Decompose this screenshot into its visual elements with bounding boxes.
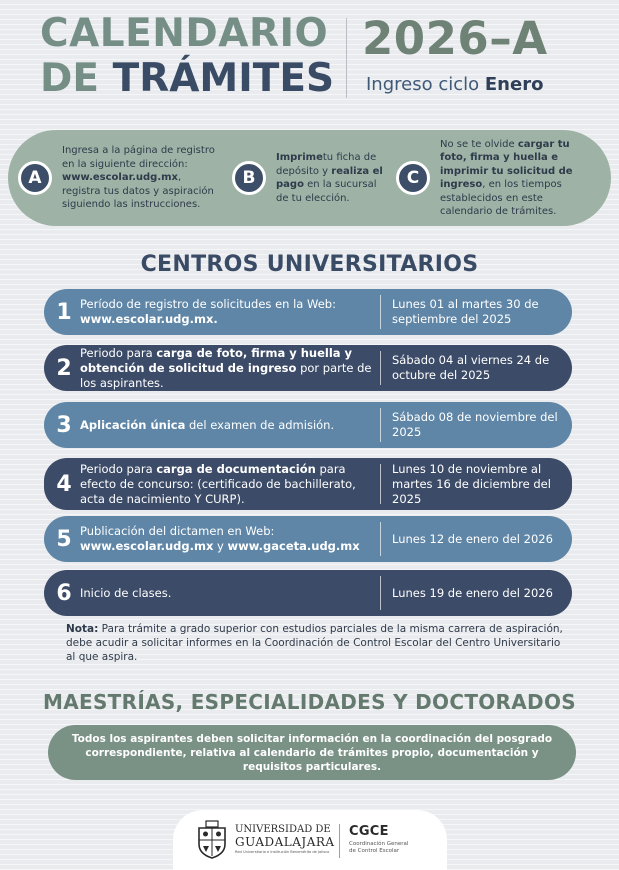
row-date: Lunes 10 de noviembre al martes 16 de diciembre del 2025 (392, 461, 551, 506)
udg-name (235, 824, 335, 848)
cycle-subtitle-text: Ingreso ciclo (366, 74, 485, 95)
footer-logos (173, 810, 447, 870)
row-number: 2 (56, 355, 72, 381)
step-c (396, 130, 606, 226)
row-divider (380, 351, 381, 385)
step-a (18, 130, 223, 226)
row-date: Sábado 04 al viernes 24 de octubre del 2025 (392, 353, 550, 382)
row-divider (380, 295, 381, 329)
schedule-row-4 (44, 458, 572, 510)
bold-text-segment: www.escolar.udg.mx (62, 172, 178, 184)
page-title (40, 12, 340, 102)
step-b (232, 130, 402, 226)
row-description (80, 402, 380, 448)
step-a-text (62, 144, 222, 212)
header-divider (346, 18, 347, 98)
bold-text-segment: cargar tu foto, firma y huella e imprimir tu solicitud de ingreso (440, 138, 573, 190)
text-segment: Periodo para (80, 345, 157, 360)
posgrado-info: Todos los aspirantes deben solicitar información en la coordinación del posgrado correspondiente, relativa al calendario de trámites propio, documentación y requisitos particulares. (48, 725, 576, 780)
cgce-sub-line2: de Control Escolar (349, 848, 400, 854)
title-line2 (40, 56, 340, 102)
text-segment: del examen de admisión. (185, 417, 335, 432)
text-segment: Publicación del dictamen en Web: (80, 524, 275, 538)
row-number: 4 (56, 471, 72, 497)
row-description (80, 345, 380, 391)
step-c-badge: C (396, 161, 430, 195)
note (66, 622, 566, 664)
step-b-badge: B (232, 161, 266, 195)
schedule-row-2 (44, 345, 572, 391)
udg-name-line2: GUADALAJARA (235, 835, 335, 849)
schedule-row-5 (44, 516, 572, 562)
row-description (80, 570, 380, 616)
note-text: Para trámite a grado superior con estudios parciales de la misma carrera de aspiración, debe acudir a solicitar informes en la Coordinación de Control Escolar del Centro Universitario al que aspira. (66, 623, 563, 663)
row-number: 6 (56, 580, 72, 606)
cgce-subtitle (349, 841, 408, 855)
steps-panel (8, 130, 611, 226)
row-divider (380, 522, 381, 556)
row-date: Lunes 01 al martes 30 de septiembre del 2025 (392, 297, 539, 326)
row-description-text (80, 346, 380, 391)
bold-text-segment: carga de documentación (156, 461, 316, 476)
cycle-subtitle-bold: Enero (484, 74, 544, 95)
text-segment: Ingresa a la página de registro en la siguiente dirección: (62, 145, 215, 170)
bold-text-segment: www.escolar.udg.mx (80, 539, 214, 553)
section-title-posgrado: MAESTRÍAS, ESPECIALIDADES Y DOCTORADOS (43, 690, 576, 714)
section-title-centros: CENTROS UNIVERSITARIOS (140, 252, 479, 277)
schedule-row-1 (44, 289, 572, 335)
text-segment: , en los tiempos establecidos en este calendario de trámites. (440, 179, 562, 217)
text-segment: Período de registro de solicitudes en la Web: (80, 297, 336, 311)
text-segment: No se te olvide (440, 138, 518, 150)
row-date: Sábado 08 de noviembre del 2025 (392, 410, 558, 439)
udg-subtitle: Red Universitaria e Institución Benemérita de Jalisco (235, 850, 330, 854)
bold-text-segment: realiza el pago (276, 165, 383, 190)
text-segment: , registra tus datos y aspiración siguiendo las instrucciones. (62, 172, 214, 211)
bold-text-segment: Imprime (276, 152, 323, 163)
text-segment: Inicio de clases. (80, 585, 172, 600)
text-segment: para efecto de concurso: (certificado de bachillerato, acta de nacimiento Y CURP). (80, 461, 356, 506)
bold-text-segment: www.escolar.udg.mx. (80, 312, 218, 326)
row-description-text (80, 297, 380, 327)
text-segment: Periodo para (80, 461, 157, 476)
row-description-text (80, 524, 390, 554)
row-date: Lunes 12 de enero del 2026 (392, 531, 553, 546)
cgce-logo: CGCE (349, 824, 389, 839)
footer-divider (339, 824, 340, 858)
bold-text-segment: carga de foto, firma y huella y obtención de solicitud de ingreso (80, 345, 353, 375)
text-segment: en la sucursal de tu elección. (276, 179, 377, 204)
cycle-subtitle (366, 74, 543, 95)
row-description (80, 458, 380, 510)
row-number: 3 (56, 412, 72, 438)
text-segment: tu ficha de depósito y (276, 152, 377, 177)
schedule-row-3 (44, 402, 572, 448)
row-description-text (80, 418, 334, 433)
step-b-text (276, 151, 388, 205)
text-segment: por parte de los aspirantes. (80, 360, 372, 390)
row-number: 1 (56, 299, 72, 325)
row-description-text (80, 462, 380, 507)
udg-name-line1: UNIVERSIDAD DE (235, 824, 331, 835)
step-a-badge: A (18, 161, 52, 195)
bold-text-segment: Aplicación única (80, 417, 186, 432)
row-description (80, 289, 380, 335)
schedule-row-6 (44, 570, 572, 616)
row-description-text (80, 586, 171, 601)
year-label: 2026–A (362, 12, 548, 65)
title-tramites: TRÁMITES (112, 56, 335, 101)
row-number: 5 (56, 526, 72, 552)
bold-text-segment: www.gaceta.udg.mx (227, 539, 360, 553)
row-divider (380, 576, 381, 610)
cgce-sub-line1: Coordinación General (349, 841, 409, 847)
row-divider (380, 408, 381, 442)
udg-seal-icon (195, 820, 229, 860)
text-segment: y (213, 539, 228, 553)
row-date: Lunes 19 de enero del 2026 (392, 585, 553, 600)
step-c-text (440, 138, 592, 219)
row-description (80, 516, 390, 562)
row-divider (380, 464, 381, 504)
title-line1: CALENDARIO (40, 11, 329, 56)
title-de: DE (40, 56, 100, 101)
note-label: Nota: (66, 623, 99, 635)
